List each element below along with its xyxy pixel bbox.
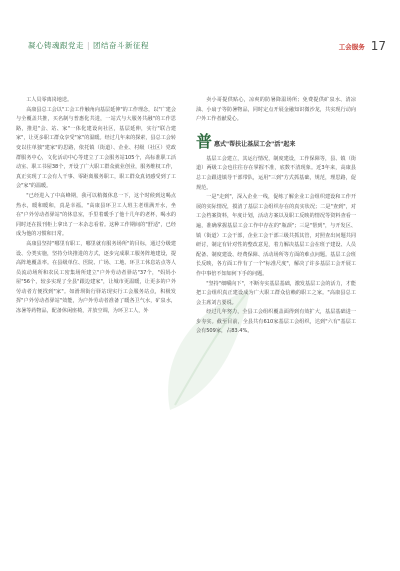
paragraph: 工人员零离岗地送。 <box>26 97 73 103</box>
title-left: 凝心铸魂跟党走 <box>28 41 84 50</box>
paragraph: 经过几年努力，全县工会组织覆盖面得到有效扩大，基层基础进一步夯实。截至目前，全县共有610家基层工会组织，达到"六有"基层工会有509家，占83.4%。 <box>196 309 356 335</box>
section-heading-text: 惠式"帮扶让基层工会"活"起来 <box>214 140 296 148</box>
title-right: 团结奋斗新征程 <box>93 41 150 50</box>
section-title <box>28 40 149 51</box>
section-heading <box>196 131 356 151</box>
paragraph: "坚持"细嚼向下"，不断夯实基层基础，激发基层工会的活力，才能把工会组织真正建设成为广大职工群众信赖的职工之家。"高康县总工会主席刘吉要说。 <box>196 280 356 306</box>
section-heading-initial: 普 <box>196 131 213 151</box>
page-number: 17 <box>370 39 386 53</box>
paragraph: 基层工会建立，其运行情况，制度建设，工作保障等，县、镇（街道）两级工会也往往存在掌握不准，底数不清现象。近3年来，高康县总工会跟进镇导干部带队，运用"三到"方式抓基础，规范，理思路，促规范。 <box>196 155 356 191</box>
paragraph: 高康县坚持"哪里有职工，哪里就有服务场所"的目标，通过分级建设、分类实施，坚持分块推进的方式，逐步完成职工服务阵地建设，提高阵地覆盖率。在县级单位、医院、广场、工地、环卫工休息站点等人员流动场所和农民工密集场所建立"户外劳动者驿站"37个，"妈妈小屋"56个，较多实现了全县"跟边建家"，让城市更温暖，让更多的户外劳动者方便找到"家"。如滑坝街行驿站现实行工会服务站点，积极发挥"户外劳动者驿站"效能，为户外劳动者准备了暖各卫气水，矿泉水，冻暑等药物品，配备休闲座椅，并放空调，为环卫工人，外 <box>16 240 176 315</box>
brand-label: 工会服务 <box>338 42 365 51</box>
paragraph: 一是"走到"，深入企业一线，促练了解企业工会组织建设和工作开展的实际情况，摸清了基层工会组织存在的真实状况；二是"查到"，对工会档案资料，年度计划，活动方案以及职工反映的情况等资料查看一遍，准确掌握基层工会工作中存在的"瓶颈"；三是"帮到"，与开发区、镇（街道）工会干部，企业工会干部三级共抓其管，对照查出问题共同研讨，制定有针对性的整改意见，着力解决基层工会在班子建设、人员配备、制度建设、经费保障、活动场所等方面的难点问题。基层工会班长反映，各方面工作有了一个"标准尺度"，解决了许多基层工会开展工作中事倍不知如何下手的问题。 <box>196 194 356 277</box>
paragraph: "已经进入了中高峰期，我可以稍微休息一下，这个时候到这喝点热水，暖和暖和，真是幸福。"高康县环卫工人班主老组满开水，坐在"户外劳动者驿站"的休息室，手里着暖手了他十几年的老杯，喝水的同时还在报刊柜上拿出了一本杂志看着。这种工作期间的"舒适"，已经成为他的习惯和日常。 <box>16 192 176 238</box>
paragraph: 高康县总工会以"工会工作触角向基层延伸"的工作理念，以"广建会与全覆盖共推，买名制与普惠化共进，一站式与大服务共融"的工作思路，推进"会、站、家"一体化建设向社区，基层延伸，实行"联合建家"，让更多职工群众享受"家"的温暖。经过几年来的探索，县总工会转变以往单独"建家"的思路，依托镇（街道）、企业、村级（社区）党政群服务中心，文化活动中心等建立了工会服务站105个，高标准职工活动室、职工书屋38个，开设了广大职工群众就业创业，服务维权工作，真正实现了工会有人干事、零距离服务职工，职工群众真切感受到了工会"家"的温暖。 <box>16 106 176 190</box>
paragraph: 卖小哥提供贴心，凉爽的防暑降温场所；免费提供矿泉水、清凉油、小扇子等防暑物品，同时定点开展金融知识微沙龙，共实现行动向户外工作者献爱心。 <box>196 97 356 123</box>
right-column <box>196 96 356 337</box>
title-separator: | <box>87 41 91 50</box>
header-right <box>339 39 386 53</box>
left-column <box>16 96 176 317</box>
page-header <box>0 0 400 80</box>
